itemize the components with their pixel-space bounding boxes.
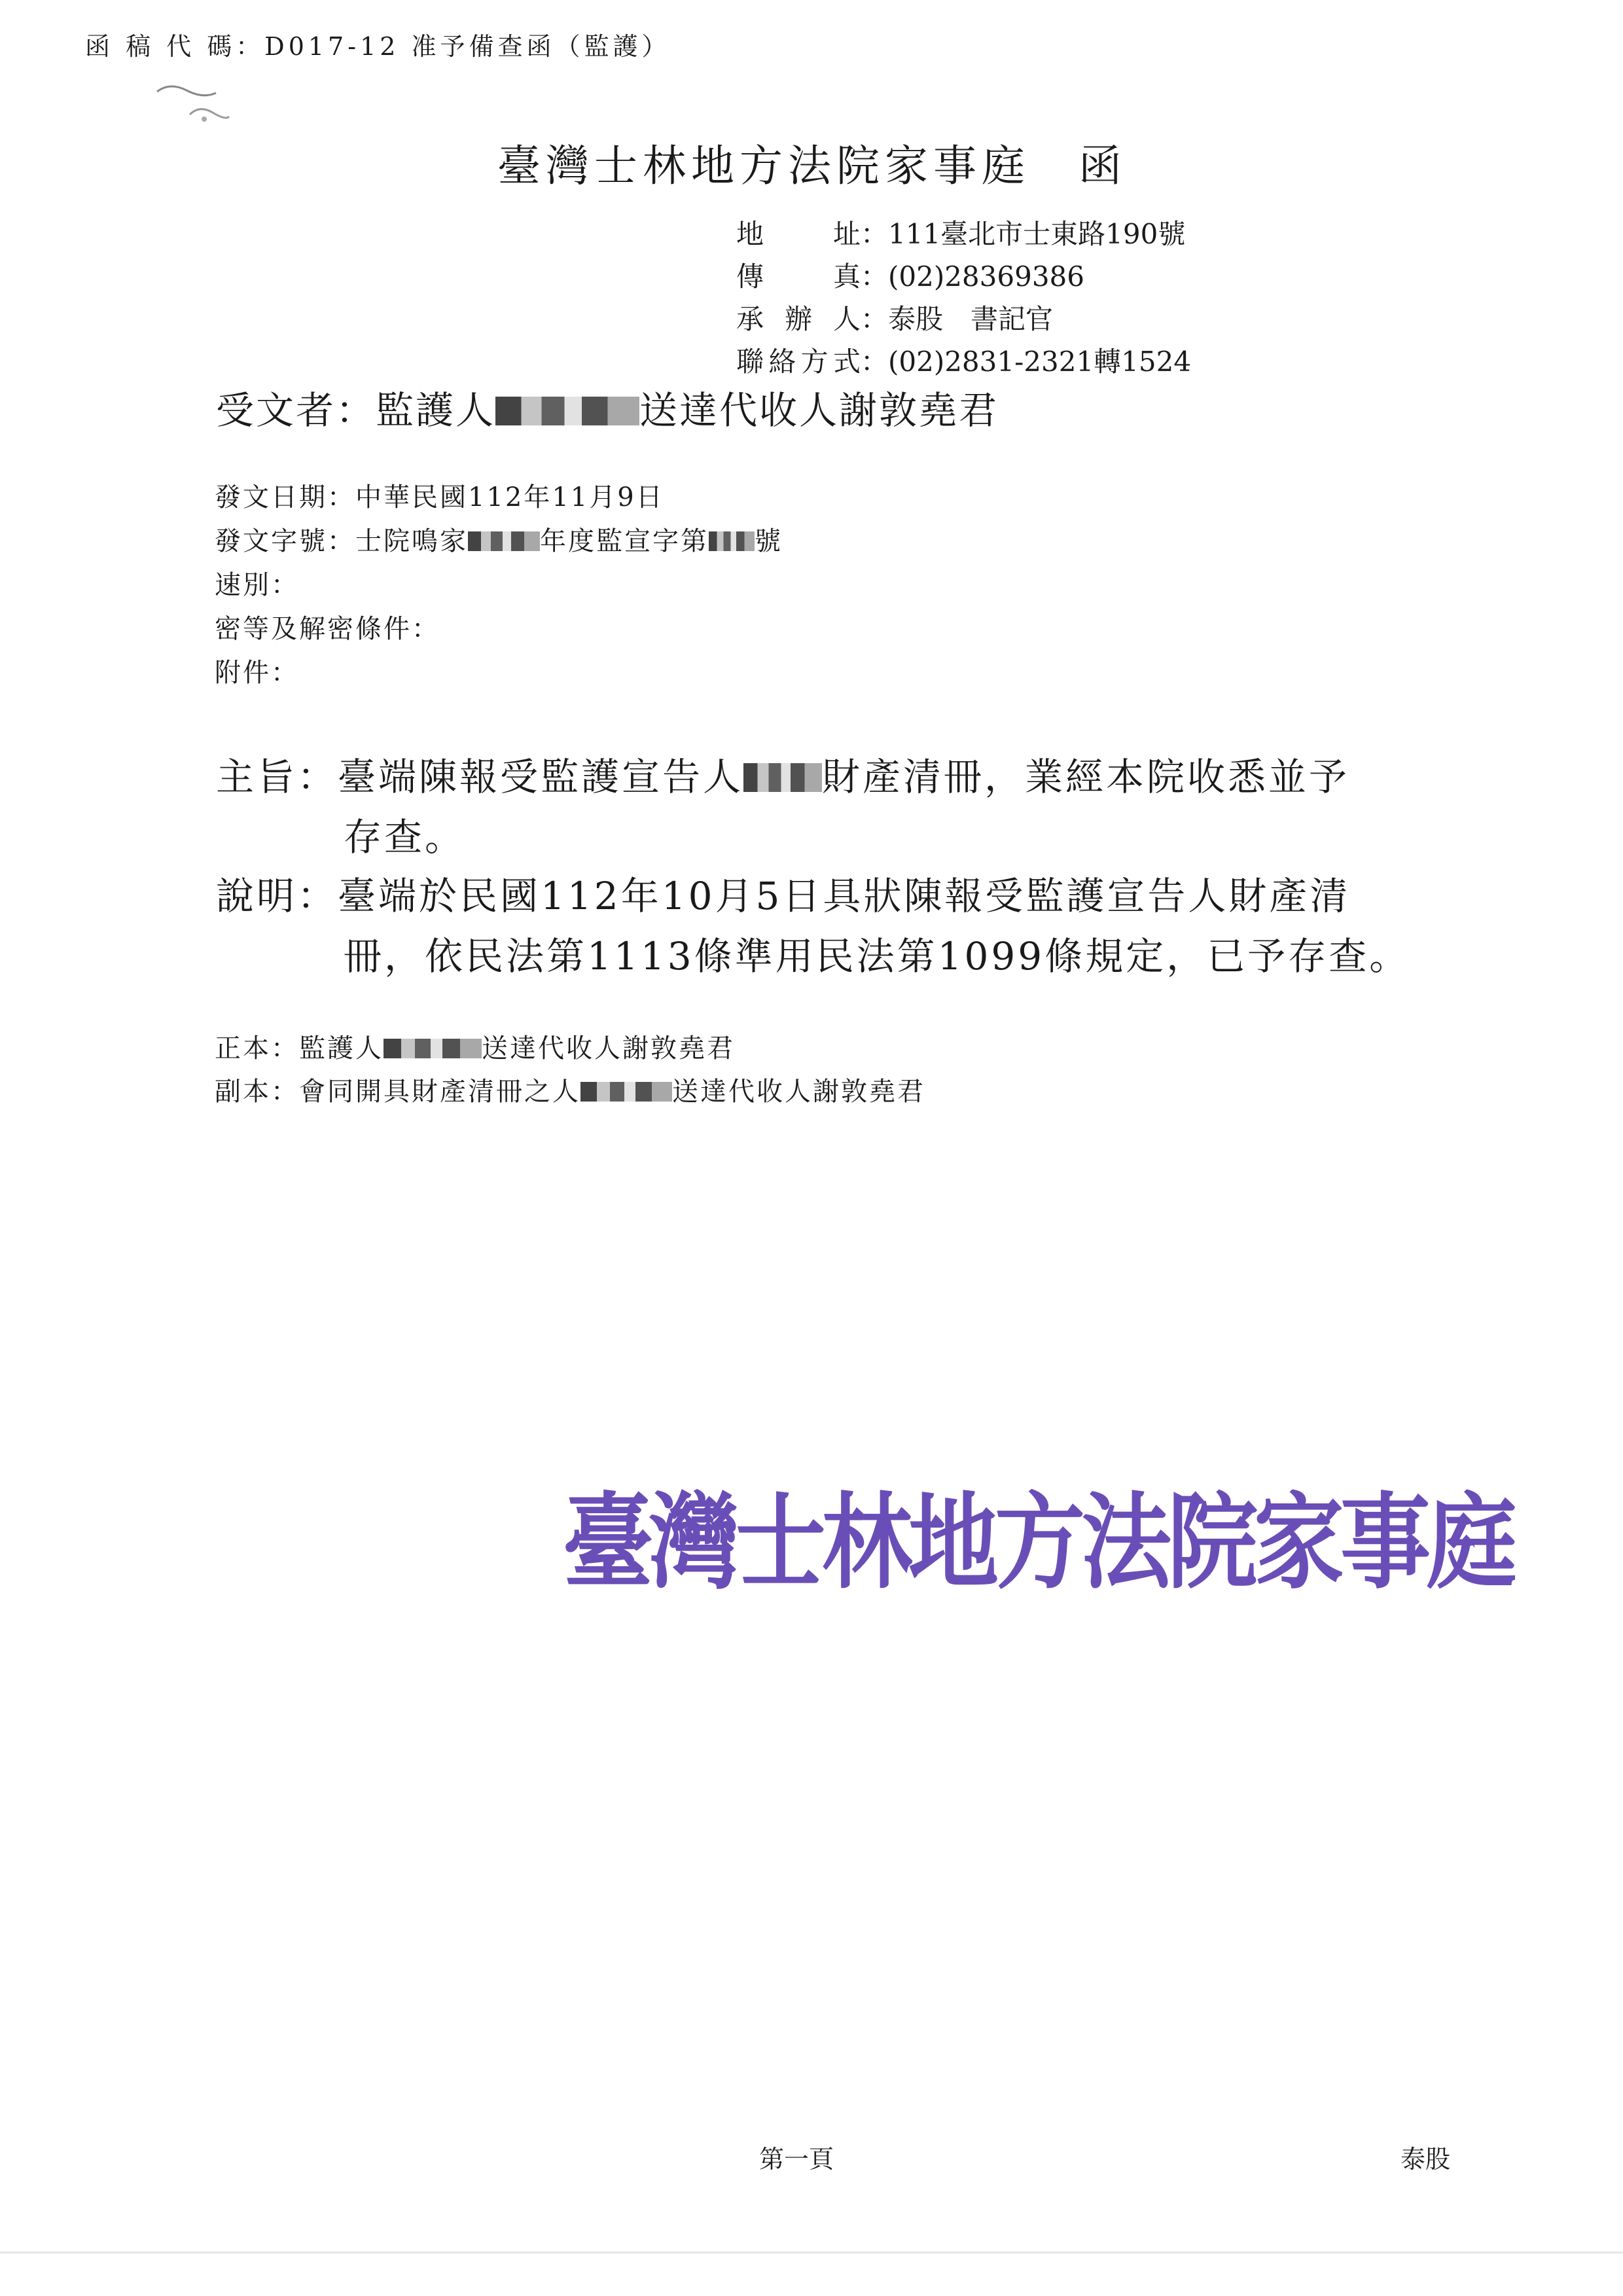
copy-suffix: 送達代收人謝敦堯君: [672, 1077, 925, 1107]
contact-value: ：(02)2831-2321轉1524: [861, 346, 1192, 378]
subject-prefix: 主旨：臺端陳報受監護宣告人: [216, 755, 744, 799]
contact-label: 聯絡方式: [736, 346, 861, 378]
copy-prefix: 副本：會同開具財產清冊之人: [215, 1077, 580, 1107]
page-number: 第一頁: [759, 2145, 834, 2174]
subject-line-2: 存查。: [344, 815, 466, 859]
court-stamp: 臺灣士林地方法院家事庭: [563, 1480, 1514, 1604]
original-recipient: [215, 1028, 735, 1065]
fax-value: ：(02)28369386: [861, 260, 1084, 293]
redacted-ward-name: [743, 763, 822, 792]
redacted-year: [468, 531, 540, 551]
doc-number-mid: 年度監宣字第: [540, 526, 709, 556]
sender-fax: [736, 255, 1084, 295]
sender-address: [736, 213, 1185, 252]
fax-label: 傳真: [736, 260, 861, 293]
address-value: ：111臺北市士東路190號: [861, 218, 1186, 250]
recipient-prefix: 受文者：監護人: [216, 388, 496, 433]
speed-class: 速別：: [215, 570, 299, 600]
address-label: 地址: [736, 218, 861, 250]
original-prefix: 正本：監護人: [215, 1033, 383, 1064]
footer-unit: 泰股: [1400, 2145, 1451, 2174]
form-code: 函 稿 代 碼：D017-12 准予備查函（監護）: [85, 32, 671, 61]
copy-recipient: [215, 1071, 925, 1108]
sender-handler: [736, 298, 1053, 337]
issue-date: 發文日期：中華民國112年11月9日: [215, 482, 664, 512]
redacted-name: [495, 397, 639, 425]
sender-contact: [736, 340, 1191, 380]
recipient-line: [216, 380, 999, 435]
subject-line-1: [216, 746, 1349, 801]
attachment: 附件：: [215, 658, 299, 688]
page-edge-divider: [0, 2251, 1623, 2253]
redacted-number: [709, 531, 755, 551]
original-suffix: 送達代收人謝敦堯君: [482, 1033, 735, 1064]
redacted-guardian: [383, 1039, 482, 1058]
subject-suffix: 財產清冊，業經本院收悉並予: [822, 755, 1350, 799]
explanation-line-1: 說明：臺端於民國112年10月5日具狀陳報受監護宣告人財產清: [216, 874, 1351, 918]
doc-number: [215, 520, 783, 558]
secrecy-class: 密等及解密條件：: [215, 614, 440, 644]
redacted-witness: [580, 1082, 672, 1102]
doc-number-prefix: 發文字號：士院鳴家: [215, 526, 468, 556]
document-title: 臺灣士林地方法院家事庭 函: [497, 141, 1127, 191]
doc-number-suffix: 號: [755, 526, 783, 556]
recipient-suffix: 送達代收人謝敦堯君: [639, 388, 999, 433]
handler-label: 承辦人: [736, 303, 861, 335]
explanation-line-2: 冊，依民法第1113條準用民法第1099條規定，已予存查。: [344, 934, 1410, 978]
handler-value: ：泰股 書記官: [861, 303, 1054, 335]
smudge-mark-icon: [151, 79, 236, 131]
